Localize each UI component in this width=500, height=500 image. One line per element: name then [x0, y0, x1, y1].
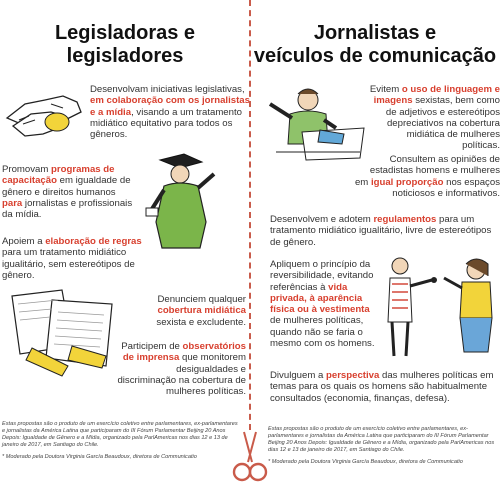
right-paragraph-2: Consultem as opiniões de estadistas homens e mulheres em igual proporção nos espaços noticiosos e informativos. [354, 154, 500, 199]
right-panel [250, 0, 500, 500]
scissors-icon [226, 430, 274, 486]
right-paragraph-4: Apliquem o princípio da reversibilidade, evitando referências à vida privada, à aparência física ou à vestimenta de mulheres políticas, quando não se faria o mesmo com os homens. [270, 259, 375, 350]
left-paragraph-5: Participem de observatórios de imprensa que monitorem desigualdades e discriminação na cobertura de mulheres políticas. [117, 341, 246, 398]
left-footnote-text: Estas propostas são o produto de um exercício coletivo entre parlamentares, ex-parlamentares e jornalistas da América Latina que participaram do III Fórum Parlamentar Beijing 20 Anos Depois: Igualdade de Gênero e a Mídia, organizado pela ParlAmericas nos dias 12 e 13 de janeiro de 2017, em Santiago do Chile. [2, 421, 238, 448]
interview-illustration [380, 252, 498, 364]
right-title-line1: Jornalistas e [313, 22, 437, 44]
left-title [0, 22, 250, 68]
left-paragraph-2: Promovam programas de capacitação em igualdade de gênero e direitos humanos para jornalistas e profissionais da mídia. [2, 164, 133, 221]
right-title-line2: veículos de comunicação [253, 45, 497, 67]
right-paragraph-5: Divulguem a perspectiva das mulheres políticas em temas para os quais os homens são habitualmente consultados (economia, finanças, defesa). [270, 370, 494, 404]
left-paragraph-3: Apoiem a elaboração de regras para um tratamento midiático igualitário, sem estereótipos de gênero. [2, 236, 142, 281]
right-footnote-text: Estas propostas são o produto de um exercício coletivo entre parlamentares, ex-parlamentares e jornalistas da América Latina que participaram do III Fórum Parlamentar Beijing 20 Anos Depois: Igualdade de Gênero e a Mídia, organizado pela ParlAmericas nos dias 12 e 13 de janeiro de 2017, em Santiago do Chile. [268, 426, 495, 453]
handshake-illustration [5, 82, 87, 144]
documents-illustration [2, 286, 124, 378]
left-paragraph-1: Desenvolvam iniciativas legislativas, em colaboração com os jornalistas e a mídia, visando a um tratamento midiático equitativo para todos os gêneros. [90, 84, 250, 141]
right-footnote-moderator: * Moderado pela Doutora Virginia García Beaudoux, diretora de Communicatio [268, 459, 463, 465]
left-paragraph-4: Denunciem qualquer cobertura midiática sexista e excludente. [156, 294, 246, 328]
left-title-line2: legisladores [66, 45, 184, 67]
left-footnote [2, 421, 240, 461]
right-paragraph-1: Evitem o uso de linguagem e imagens sexistas, bem como de adjetivos e estereótipos depreciativos na cobertura midiática de mulheres políticas. [369, 84, 500, 152]
right-footnote [268, 426, 498, 466]
right-title [250, 22, 500, 68]
left-title-line1: Legisladoras e [54, 22, 196, 44]
speaker-podium-illustration [262, 84, 370, 164]
right-paragraph-3: Desenvolvem e adotem regulamentos para um tratamento midiático igualitário, livre de estereótipos de gênero. [270, 214, 492, 248]
left-footnote-moderator: * Moderado pela Doutora Virginia García Beaudoux, diretora de Communicatio [2, 454, 197, 460]
